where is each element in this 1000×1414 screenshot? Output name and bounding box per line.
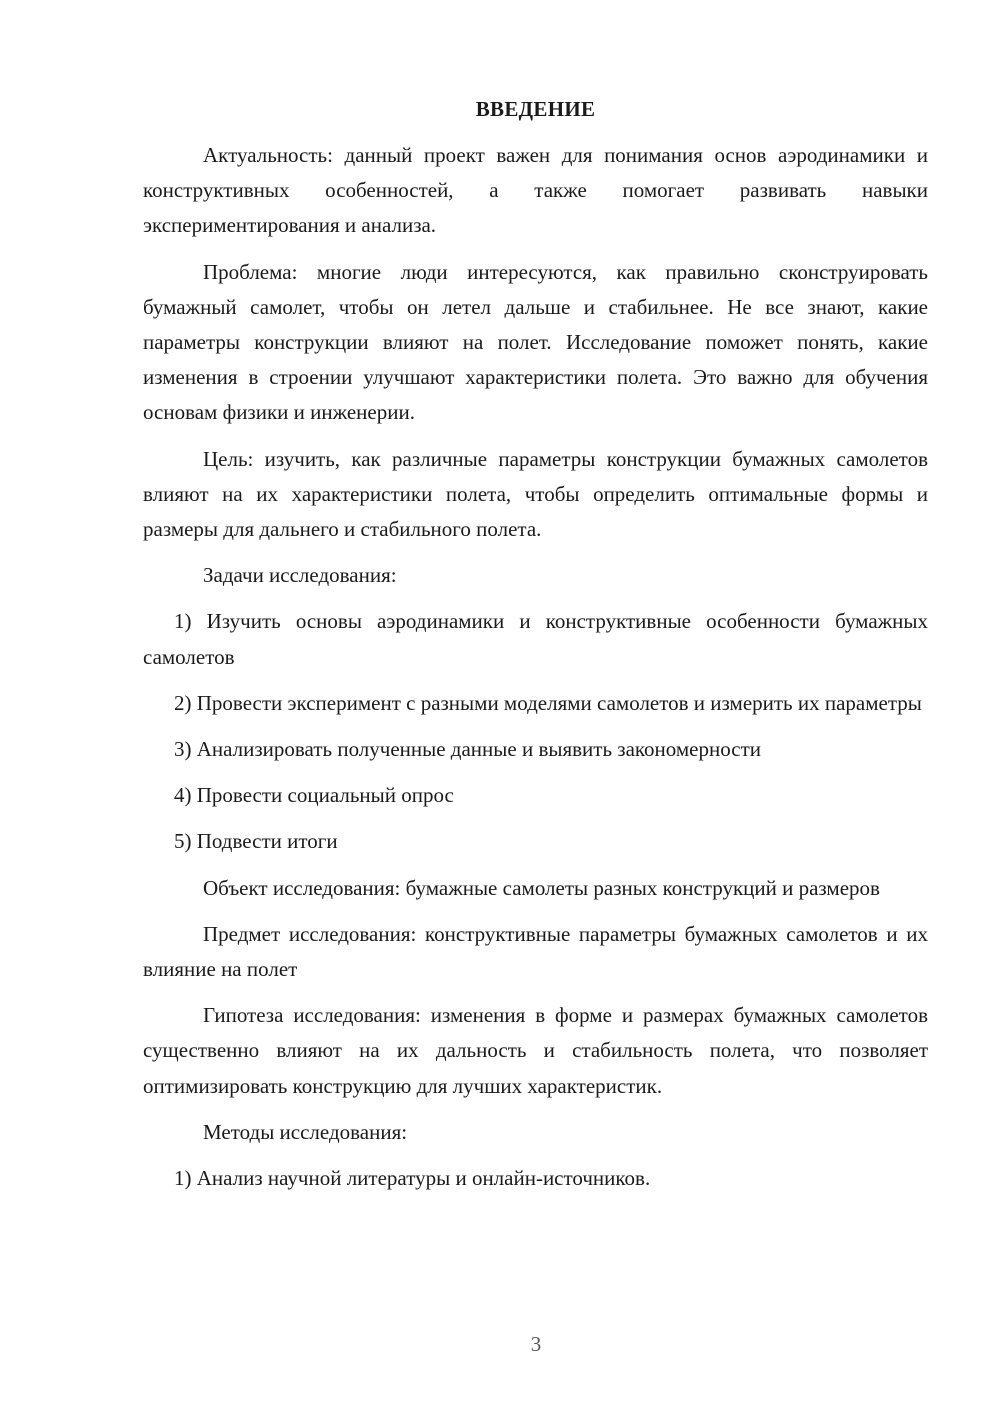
goal-paragraph: Цель: изучить, как различные параметры конструкции бумажных самолетов влияют на их характеристики полета, чтобы определить оптимальные формы и размеры для дальнего и стабильного полета.	[143, 446, 928, 542]
method-item: 1) Анализ научной литературы и онлайн-источников.	[174, 1166, 651, 1191]
page-title: ВВЕДЕНИЕ	[475, 97, 596, 121]
object-paragraph: Объект исследования: бумажные самолеты разных конструкций и размеров	[203, 875, 880, 900]
tasks-heading: Задачи исследования:	[203, 563, 397, 588]
subject-paragraph: Предмет исследования: конструктивные параметры бумажных самолетов и их влияние на полет	[143, 921, 928, 982]
relevance-paragraph: Актуальность: данный проект важен для понимания основ аэродинамики и конструктивных особенностей, а также помогает развивать навыки экспериментирования и анализа.	[143, 143, 928, 238]
page-number: 3	[530, 1332, 542, 1356]
task-item: 3) Анализировать полученные данные и выявить закономерности	[174, 737, 761, 762]
problem-paragraph: Проблема: многие люди интересуются, как правильно сконструировать бумажный самолет, чтобы он летел дальше и стабильнее. Не все знают, какие параметры конструкции влияют на полет. Исследование поможет понять, какие изменения в строении улучшают характеристики полета. Это важно для обучения основам физики и инженерии.	[143, 259, 928, 425]
task-item: 2) Провести эксперимент с разными моделями самолетов и измерить их параметры	[174, 690, 922, 715]
document-page	[143, 92, 928, 1207]
methods-heading: Методы исследования:	[203, 1119, 408, 1144]
task-item: 5) Подвести итоги	[174, 829, 338, 854]
hypothesis-paragraph: Гипотеза исследования: изменения в форме и размерах бумажных самолетов существенно влияют на их дальность и стабильность полета, что позволяет оптимизировать конструкцию для лучших характеристик.	[143, 1003, 928, 1098]
task-item: 4) Провести социальный опрос	[174, 783, 454, 808]
task-item: 1) Изучить основы аэродинамики и конструктивные особенности бумажных самолетов	[143, 609, 928, 669]
